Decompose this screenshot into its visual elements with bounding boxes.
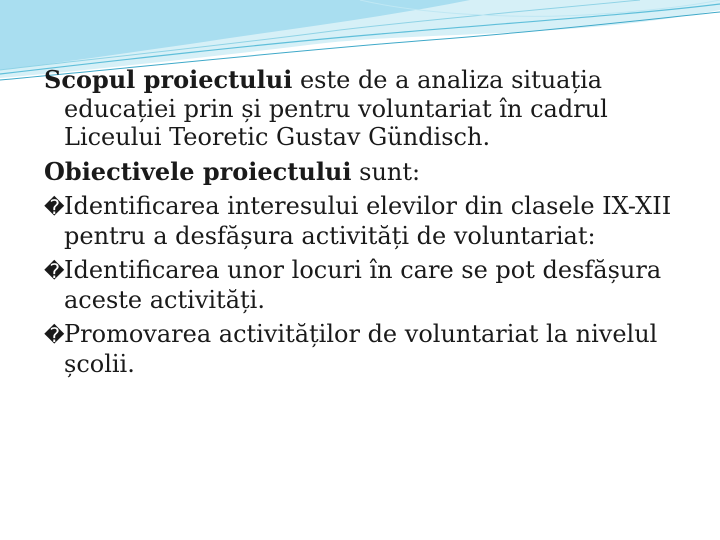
objectives-paragraph (44, 158, 694, 187)
objectives-text: sunt: (351, 157, 421, 186)
objectives-heading: Obiectivele proiectului (44, 156, 352, 186)
objective-item-text: Identificarea interesului elevilor din clasele IX-XII pentru a desfășura activități de voluntariat: (64, 192, 672, 250)
project-purpose-paragraph (44, 66, 694, 152)
objective-item (44, 256, 694, 314)
objective-item-text: Promovarea activităților de voluntariat la nivelul școlii. (64, 320, 658, 378)
purpose-text: este de a analiza situația educației prin și pentru voluntariat în cadrul Liceului Teoretic Gustav Gündisch. (64, 66, 608, 151)
slide-body (44, 66, 694, 384)
bullet-icon: � (44, 259, 65, 283)
objective-item-text: Identificarea unor locuri în care se pot desfășura aceste activități. (64, 256, 662, 314)
bullet-icon: � (44, 323, 65, 347)
objective-item (44, 192, 694, 250)
bullet-icon: � (44, 195, 65, 219)
purpose-heading: Scopul proiectului (44, 65, 293, 94)
objective-item (44, 320, 694, 378)
